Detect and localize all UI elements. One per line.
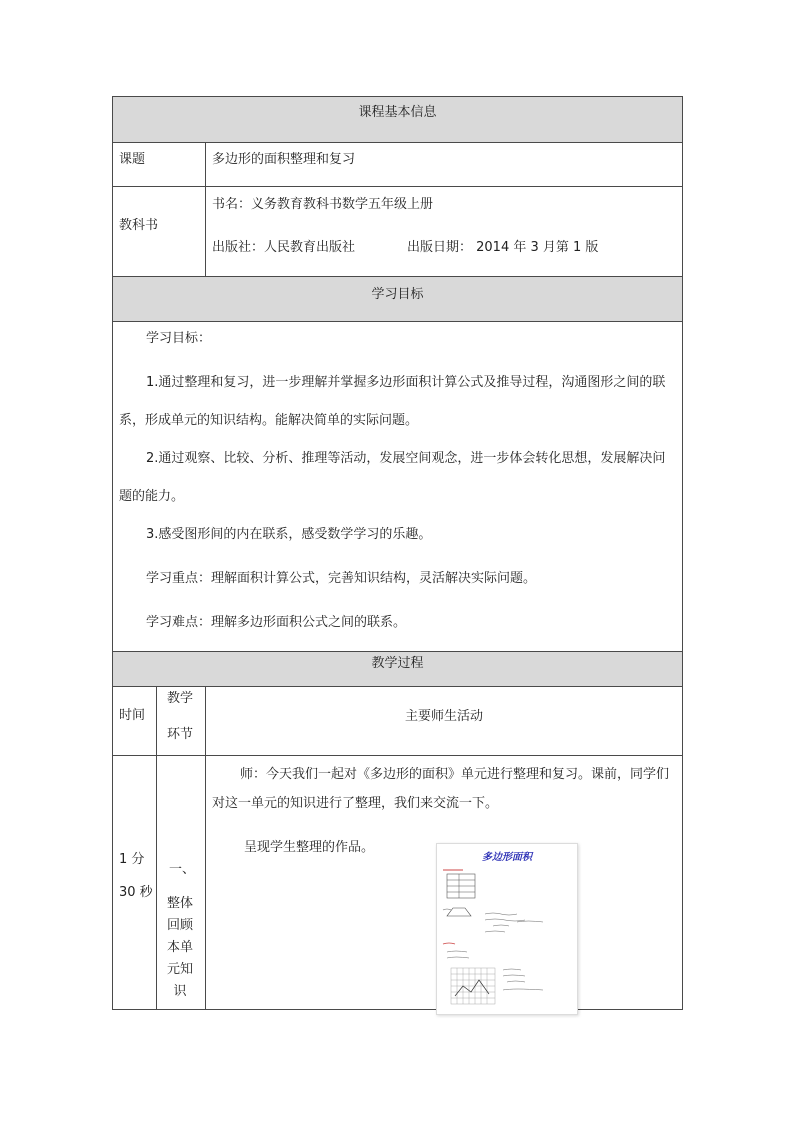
key-point: 学习重点：理解面积计算公式，完善知识结构，灵活解决实际问题。: [146, 571, 537, 586]
table-line: [156, 686, 157, 1010]
publish-date: 出版日期： 2014 年 3 月第 1 版: [407, 240, 599, 255]
objectives-intro: 学习目标：: [146, 331, 212, 346]
row1-activity-para: 师：今天我们一起对《多边形的面积》单元进行整理和复习。课前，同学们对这一单元的知识进行了整理，我们来交流一下。: [212, 767, 670, 811]
row1-time-line2: 30 秒: [119, 885, 153, 900]
table-line: [113, 186, 683, 187]
objectives-header: 学习目标: [371, 287, 424, 302]
student-work-title: 多边形面积: [482, 852, 532, 863]
row1-stage-line: 本单: [166, 940, 193, 955]
textbook-label: 教科书: [119, 218, 159, 233]
publisher: 出版社：人民教育出版社: [212, 240, 356, 255]
table-line: [112, 96, 113, 1010]
table-line: [113, 142, 683, 143]
table-line: [682, 96, 683, 1010]
objective-item-2: 2.通过观察、比较、分析、推理等活动，发展空间观念，进一步体会转化思想，发展解决问题的能力。: [119, 451, 666, 504]
table-line: [113, 96, 683, 97]
row1-time-line1: 1 分: [119, 852, 145, 867]
col-stage-line1: 教学: [167, 691, 194, 706]
objective-item-1: 1.通过整理和复习，进一步理解并掌握多边形面积计算公式及推导过程，沟通图形之间的联系，形成单元的知识结构。能解决简单的实际问题。: [119, 375, 666, 428]
row1-stage-line: 一、: [168, 862, 195, 877]
student-work-image: [436, 843, 578, 1015]
table-line: [113, 276, 683, 277]
difficulty: 学习难点：理解多边形面积公式之间的联系。: [146, 615, 407, 630]
row1-stage-line: 元知: [166, 962, 193, 977]
col-time: 时间: [119, 708, 146, 723]
table-line: [113, 651, 683, 652]
objective-item-3: 3.感受图形间的内在联系，感受数学学习的乐趣。: [146, 527, 432, 542]
course-info-header: 课程基本信息: [358, 105, 437, 120]
col-stage-line2: 环节: [167, 727, 194, 742]
topic-value: 多边形的面积整理和复习: [212, 152, 356, 167]
table-line: [113, 321, 683, 322]
topic-label: 课题: [119, 152, 146, 167]
col-activity: 主要师生活动: [404, 709, 483, 724]
row1-stage-line: 整体: [166, 896, 193, 911]
row1-activity-note: 呈现学生整理的作品。: [244, 840, 375, 855]
student-work-sketch: [437, 844, 577, 1014]
process-header: 教学过程: [371, 656, 424, 671]
row1-stage-line: 识: [173, 984, 187, 999]
table-line: [205, 686, 206, 1010]
table-line: [113, 1009, 683, 1010]
table-line: [113, 686, 683, 687]
table-line: [113, 755, 683, 756]
row1-stage-line: 回顾: [166, 918, 193, 933]
book-name: 书名：义务教育教科书数学五年级上册: [212, 197, 434, 212]
table-line: [205, 142, 206, 277]
